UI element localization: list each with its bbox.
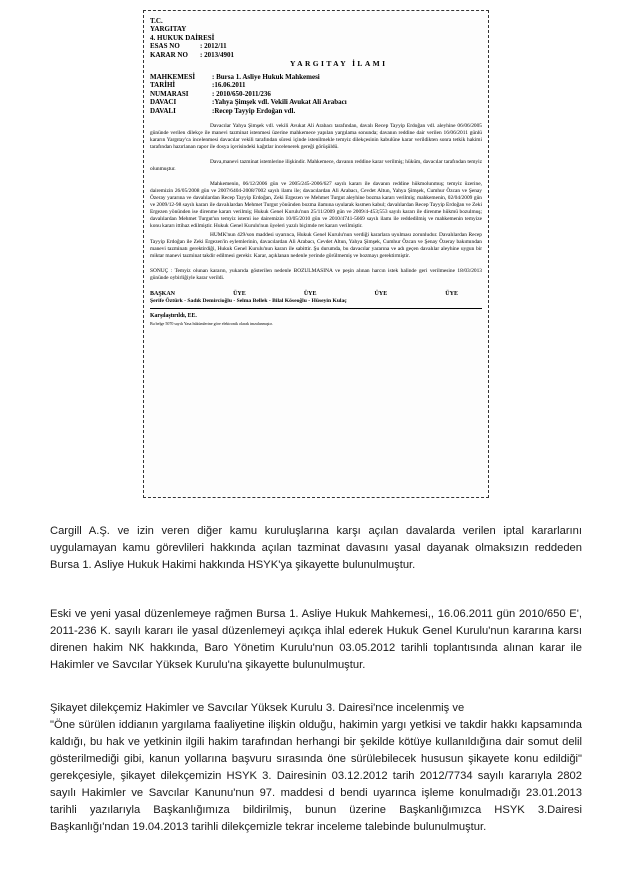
case-info-label: MAHKEMESİ <box>150 73 196 82</box>
case-info-row <box>150 107 482 115</box>
signature-divider <box>150 308 482 309</box>
karsilastirildi-note: Karşılaştırıldı, EE. <box>150 313 197 320</box>
signature-names: Şerife Öztürk - Sadık Demircioğlu - Selma Bellek - Bilal Köseoğlu - Hüseyin Kulaç <box>150 298 347 305</box>
signature-title: BAŞKAN <box>150 291 176 298</box>
karar-label: KARAR NO <box>150 50 188 59</box>
body-paragraph-3-text: "Öne sürülen iddianın yargılama faaliyetine ilişkin olduğu, hakimin yargı yetkisi ve takdir hakkı kapsamında kaldığı, bu hak ve yetkinin ilgili hakim tarafından herhangi bir şekilde kötüye kullanıldığına dair somut delil gösterilmediği gibi, kanun yollarına başvuru sırasında öne sürülebilecek hususun şikayete konu edildiği" gerekçesiyle, şikayet dilekçemizin HSYK 3. Dairesinin 03.12.2012 tarih 2012/7734 sayılı kararıyla 2802 sayılı Hakimler ve Savcılar Kanunu'nun 97. maddesi d bendi uyarınca işleme konulmadığı 23.01.2013 tarihli yazılarıyla Başkanlığımıza bildirilmiş, bunun üzerine Başkanlığımızca HSYK 3.Dairesi Başkanlığı'ndan 19.04.2013 tarihli dilekçemizle tekrar inceleme talebinde bulunulmuştur. <box>50 719 582 833</box>
case-info-label: DAVALI <box>150 106 176 115</box>
decision-header <box>150 17 482 59</box>
case-info-label: DAVACI <box>150 98 177 107</box>
header-tc: T.C. <box>150 17 163 25</box>
case-info-row <box>150 81 482 89</box>
decision-paragraph-3: Mahkemenin, 06/12/2006 gün ve 2005/245-2006/627 sayılı kararı ile davanın reddine hükmolunmuş; temyiz üzerine, dairemizin 26/05/2008 gün ve 2007/6404-2008/7002 sayılı ilamı ile; davacılardan Ali Arabacı, Cevdet Altun, Yahya Şimşek, Cumhur Özcan ve Şenay Özeray yararına ve davalılardan Recep Tayyip Erdoğan, Zeki Ergezen ve Mehmet Turgut aleyhine bozma kararı verilmiş; mahkemenin, 02/04/2009 gün ve 2009/12-98 sayılı kararı ile davalılardan Mehmet Turgut yönünden bozma ilamına uyularak kısmen kabul; davalılardan Recep Tayyip Erdoğan ve Zeki Ergezen yönünden ise direnme kararı verilmiş; Hukuk Genel Kurulu'nun 25/11/2009 gün ve 2009/4-453;553 sayılı kararı ile direnme hükmü bozulmuş; davalılardan Mehmet Turgut'un temyiz istemi ise dairemizin 10/05/2010 gün ve 2010/4741-5669 sayılı ilamı ile reddedilmiş ve mahkemenin temyize konu kararı ittihaz edilmiştir. Hukuk Genel Kurulu'nun üyeleri yazılı biçimde ret kararı verilmiştir. <box>150 181 482 230</box>
body-paragraph-2: Eski ve yeni yasal düzenlemeye rağmen Bursa 1. Asliye Hukuk Mahkemesi,, 16.06.2011 gün 2010/650 E', 2011-236 K. sayılı kararı ile yasal düzenlemeyi açıkça ihlal ederek Hukuk Genel Kurulu'nun kararına karsı direnen hakim NK hakkında, Baro Yönetim Kurulu'nun 03.05.2012 tarihli toplantısında alınan karar ile Hakimler ve Savcılar Yüksek Kurulu'na şikayette bulunulmuştur. <box>50 608 582 671</box>
esas-label: ESAS NO <box>150 42 180 51</box>
signature-title: ÜYE <box>445 291 458 298</box>
ilam-title: YARGITAY İLAMI <box>290 59 388 68</box>
signature-title: ÜYE <box>303 291 317 298</box>
case-info-value: : 2010/650-2011/236 <box>212 89 271 98</box>
esas-row <box>150 42 482 50</box>
decision-paragraph-1: Davacılar Yahya Şimşek vdl. vekili Avukat Ali Arabacı tarafından, davalı Recep Tayyip Erdoğan vdl. aleyhine 06/06/2005 gününde verilen dilekçe ile manevi tazminat istenmesi üzerine mahkemece yapılan yargılama sonunda; davanın reddine dair verilen 16/06/2011 günlü kararın Yargıtay'ca incelenmesi davacılar vekili tarafından süresi içinde istenilmekle temyiz dilekçesinin kabulüne karar verildikten sonra tetkik hakimi tarafından hazırlanan rapor ile dosya içerisindeki kağıtlar incelenerek gereği görüşüldü. <box>150 123 482 151</box>
karar-row <box>150 51 482 59</box>
decision-result: SONUÇ : Temyiz olunan kararın, yukarıda gösterilen nedenle BOZULMASINA ve peşin alınan harcın istek halinde geri verilmesine 18/03/2013 gününde oybirliğiyle karar verildi. <box>150 268 482 282</box>
scanned-court-decision <box>143 10 489 498</box>
e-signature-footnote: Bu belge 5070 sayılı Yasa hükümlerine göre elektronik olarak imzalanmıştır. <box>150 321 273 327</box>
case-info-label: TARİHİ <box>150 81 176 90</box>
decision-paragraph-2: Dava,manevi tazminat istemlerine ilişkindir. Mahkemece, davanın reddine karar verilmiş; hüküm, davacılar tarafından temyiz olunmuştur. <box>150 159 482 173</box>
header-court: YARGITAY <box>150 25 187 34</box>
case-info-value: :Yahya Şimşek vdl. Vekili Avukat Ali Arabacı <box>212 98 347 107</box>
case-info <box>150 73 482 115</box>
signature-title: ÜYE <box>374 291 388 298</box>
karar-value: : 2013/4901 <box>200 50 235 59</box>
case-info-row <box>150 98 482 106</box>
case-info-value: : Bursa 1. Asliye Hukuk Mahkemesi <box>212 73 320 82</box>
case-info-label: NUMARASI <box>150 89 189 98</box>
decision-paragraph-4: HUMK'nun 429/son maddesi uyarınca, Hukuk Genel Kurulu'nun verdiği kararlara uyulması zorunludur. Davalılardan Recep Tayyip Erdoğan ile Zeki Ergezen'in eylemlerinin, davacılardan Ali Arabacı, Cevdet Altun, Yahya Şimşek, Cumhur Özcan ve Şenay Özeray bakımından manevi tazminatı gerektirdiği, Hukuk Genel Kurulu'nun kararı ile sabittir. Şu durumda, bu davacılar yararına ve adı geçen davalılar aleyhine uygun bir miktar manevi tazminat takdir edilmesi gerekir. Karar, açıklanan nedenle yerinde görülmemiş ve bozmayı gerektirmiştir. <box>150 232 482 260</box>
case-info-row <box>150 90 482 98</box>
body-paragraph-3 <box>50 700 582 836</box>
header-chamber: 4. HUKUK DAİRESİ <box>150 33 215 42</box>
case-info-row <box>150 73 482 81</box>
body-paragraph-1: Cargill A.Ş. ve izin veren diğer kamu kuruluşlarına karşı açılan davalarda verilen iptal kararlarını uygulamayan kamu görevlileri hakkında açılan tazminat davasını yasal dayanak olmaksızın reddeden Bursa 1. Asliye Hukuk Hakimi hakkında HSYK'ya şikayette bulunulmuştur. <box>50 525 582 571</box>
signature-titles <box>150 291 482 297</box>
body-paragraph-3-intro: Şikayet dilekçemiz Hakimler ve Savcılar Yüksek Kurulu 3. Dairesi'nce incelenmiş ve <box>50 702 465 714</box>
case-info-value: :Recep Tayyip Erdoğan vdl. <box>212 106 296 115</box>
case-info-value: :16.06.2011 <box>212 81 246 90</box>
signature-title: ÜYE <box>233 291 246 298</box>
esas-value: : 2012/11 <box>200 42 227 51</box>
